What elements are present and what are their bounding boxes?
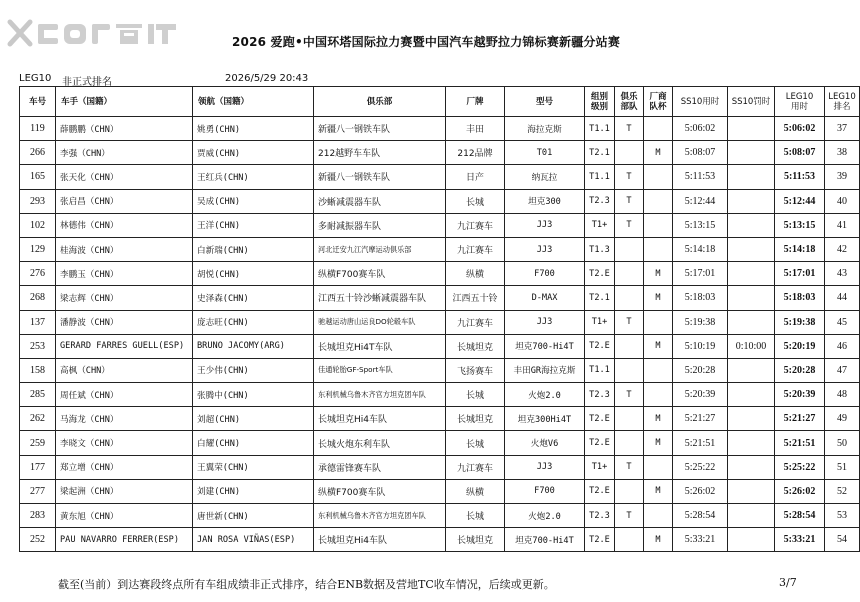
cell-club-team bbox=[615, 407, 644, 431]
col-header-leg-time: LEG10 用时 bbox=[775, 87, 825, 117]
cell-model: 坦克700-Hi4T bbox=[505, 334, 585, 358]
page-title: 2026 爱跑•中国环塔国际拉力赛暨中国汽车越野拉力锦标赛新疆分站赛 bbox=[231, 35, 621, 49]
cell-brand: 九江赛车 bbox=[446, 237, 505, 261]
cell-group: T2.1 bbox=[585, 141, 615, 165]
table-row bbox=[20, 383, 860, 407]
cell-leg-time: 5:21:27 bbox=[775, 407, 825, 431]
cell-codriver: 白新瑞(CHN) bbox=[193, 237, 314, 261]
cell-ss-penalty bbox=[728, 165, 775, 189]
cell-group: T1+ bbox=[585, 213, 615, 237]
col-header-ss-time: SS10用时 bbox=[673, 87, 728, 117]
cell-club-team bbox=[615, 431, 644, 455]
cell-codriver: BRUNO JACOMY(ARG) bbox=[193, 334, 314, 358]
cell-driver: 潘静波（CHN） bbox=[56, 310, 193, 334]
cell-driver: 林德伟（CHN） bbox=[56, 213, 193, 237]
cell-club: 多耐减振器车队 bbox=[314, 213, 446, 237]
cell-club-team bbox=[615, 141, 644, 165]
table-row bbox=[20, 504, 860, 528]
cell-club: 东利机械乌鲁木齐官方坦克团车队 bbox=[314, 504, 446, 528]
cell-codriver: 刘建(CHN) bbox=[193, 479, 314, 503]
cell-brand: 纵横 bbox=[446, 262, 505, 286]
cell-ss-penalty bbox=[728, 383, 775, 407]
cell-brand: 日产 bbox=[446, 165, 505, 189]
cell-car-no: 102 bbox=[20, 213, 56, 237]
cell-brand: 长城坦克 bbox=[446, 407, 505, 431]
cell-car-no: 268 bbox=[20, 286, 56, 310]
cell-codriver: 史泽森(CHN) bbox=[193, 286, 314, 310]
cell-leg-rank: 48 bbox=[825, 383, 860, 407]
cell-brand: 长城 bbox=[446, 504, 505, 528]
cell-brand: 纵横 bbox=[446, 479, 505, 503]
col-header-group: 组别 级别 bbox=[585, 87, 615, 117]
cell-factory-team bbox=[644, 165, 673, 189]
cell-leg-rank: 37 bbox=[825, 117, 860, 141]
table-row bbox=[20, 358, 860, 382]
table-row bbox=[20, 286, 860, 310]
cell-ss-time: 5:21:51 bbox=[673, 431, 728, 455]
cell-car-no: 119 bbox=[20, 117, 56, 141]
cell-car-no: 262 bbox=[20, 407, 56, 431]
cell-factory-team bbox=[644, 189, 673, 213]
cell-factory-team bbox=[644, 383, 673, 407]
cell-ss-time: 5:20:39 bbox=[673, 383, 728, 407]
cell-brand: 长城 bbox=[446, 431, 505, 455]
cell-club: 河北迁安九江汽摩运动俱乐部 bbox=[314, 237, 446, 261]
table-row bbox=[20, 310, 860, 334]
cell-leg-rank: 40 bbox=[825, 189, 860, 213]
cell-ss-time: 5:10:19 bbox=[673, 334, 728, 358]
cell-leg-time: 5:17:01 bbox=[775, 262, 825, 286]
cell-codriver: 贾威(CHN) bbox=[193, 141, 314, 165]
cell-club-team: T bbox=[615, 117, 644, 141]
col-header-model: 型号 bbox=[505, 87, 585, 117]
cell-club: 长城坦克Hi4T车队 bbox=[314, 334, 446, 358]
cell-codriver: 白耀(CHN) bbox=[193, 431, 314, 455]
cell-ss-time: 5:20:28 bbox=[673, 358, 728, 382]
cell-club-team bbox=[615, 528, 644, 552]
cell-ss-time: 5:18:03 bbox=[673, 286, 728, 310]
cell-ss-penalty bbox=[728, 358, 775, 382]
cell-codriver: 刘超(CHN) bbox=[193, 407, 314, 431]
cell-factory-team: M bbox=[644, 141, 673, 165]
col-header-factory-team: 厂商 队杯 bbox=[644, 87, 673, 117]
col-header-car-no: 车号 bbox=[20, 87, 56, 117]
cell-model: 纳瓦拉 bbox=[505, 165, 585, 189]
cell-car-no: 137 bbox=[20, 310, 56, 334]
cell-leg-time: 5:12:44 bbox=[775, 189, 825, 213]
cell-model: JJ3 bbox=[505, 455, 585, 479]
cell-car-no: 259 bbox=[20, 431, 56, 455]
cell-ss-penalty bbox=[728, 455, 775, 479]
cell-club: 纵横F700赛车队 bbox=[314, 479, 446, 503]
cell-ss-time: 5:13:15 bbox=[673, 213, 728, 237]
cell-factory-team bbox=[644, 455, 673, 479]
cell-model: T01 bbox=[505, 141, 585, 165]
cell-codriver: 王洋(CHN) bbox=[193, 213, 314, 237]
cell-ss-penalty bbox=[728, 286, 775, 310]
cell-model: 火炮2.0 bbox=[505, 504, 585, 528]
cell-model: JJ3 bbox=[505, 213, 585, 237]
cell-car-no: 177 bbox=[20, 455, 56, 479]
table-row bbox=[20, 528, 860, 552]
cell-model: 火炮V6 bbox=[505, 431, 585, 455]
table-row bbox=[20, 141, 860, 165]
cell-club-team: T bbox=[615, 189, 644, 213]
cell-ss-time: 5:25:22 bbox=[673, 455, 728, 479]
cell-club: 212越野车车队 bbox=[314, 141, 446, 165]
cell-club: 长城坦克Hi4车队 bbox=[314, 528, 446, 552]
cell-model: 坦克300Hi4T bbox=[505, 407, 585, 431]
cell-car-no: 158 bbox=[20, 358, 56, 382]
cell-ss-penalty bbox=[728, 528, 775, 552]
cell-factory-team: M bbox=[644, 262, 673, 286]
cell-ss-time: 5:33:21 bbox=[673, 528, 728, 552]
cell-factory-team bbox=[644, 504, 673, 528]
table-row bbox=[20, 237, 860, 261]
table-row bbox=[20, 479, 860, 503]
cell-ss-penalty bbox=[728, 141, 775, 165]
col-header-driver: 车手（国籍） bbox=[56, 87, 193, 117]
cell-leg-time: 5:20:39 bbox=[775, 383, 825, 407]
col-header-brand: 厂牌 bbox=[446, 87, 505, 117]
cell-model: 丰田GR海拉克斯 bbox=[505, 358, 585, 382]
cell-club: 佳通轮胎GF-Sport车队 bbox=[314, 358, 446, 382]
cell-group: T2.E bbox=[585, 407, 615, 431]
cell-leg-rank: 49 bbox=[825, 407, 860, 431]
table-row bbox=[20, 262, 860, 286]
table-row bbox=[20, 455, 860, 479]
cell-brand: 长城坦克 bbox=[446, 528, 505, 552]
cell-factory-team: M bbox=[644, 431, 673, 455]
cell-ss-time: 5:11:53 bbox=[673, 165, 728, 189]
cell-codriver: 吴成(CHN) bbox=[193, 189, 314, 213]
cell-leg-rank: 46 bbox=[825, 334, 860, 358]
cell-group: T1+ bbox=[585, 455, 615, 479]
cell-club: 东利机械乌鲁木齐官方坦克团车队 bbox=[314, 383, 446, 407]
cell-ss-time: 5:12:44 bbox=[673, 189, 728, 213]
page-number: 3/7 bbox=[779, 576, 797, 589]
table-row bbox=[20, 213, 860, 237]
cell-group: T2.3 bbox=[585, 504, 615, 528]
cell-driver: 李鹏玉（CHN） bbox=[56, 262, 193, 286]
col-header-ss-penalty: SS10罚时 bbox=[728, 87, 775, 117]
cell-club: 新疆八一钢铁车队 bbox=[314, 165, 446, 189]
cell-ss-time: 5:17:01 bbox=[673, 262, 728, 286]
cell-driver: 李晓文（CHN） bbox=[56, 431, 193, 455]
table-header-row bbox=[20, 87, 860, 117]
cell-club: 江西五十铃沙蜥减震器车队 bbox=[314, 286, 446, 310]
cell-ss-time: 5:06:02 bbox=[673, 117, 728, 141]
cell-club-team: T bbox=[615, 455, 644, 479]
cell-club: 纵横F700赛车队 bbox=[314, 262, 446, 286]
cell-ss-time: 5:08:07 bbox=[673, 141, 728, 165]
cell-leg-time: 5:13:15 bbox=[775, 213, 825, 237]
cell-club-team bbox=[615, 262, 644, 286]
cell-driver: 张启昌（CHN） bbox=[56, 189, 193, 213]
cell-club-team: T bbox=[615, 504, 644, 528]
cell-brand: 九江赛车 bbox=[446, 213, 505, 237]
cell-factory-team bbox=[644, 117, 673, 141]
cell-factory-team: M bbox=[644, 407, 673, 431]
cell-club: 长城坦克Hi4车队 bbox=[314, 407, 446, 431]
cell-club-team bbox=[615, 334, 644, 358]
cell-club: 驰越运动唐山运良DO轮毂车队 bbox=[314, 310, 446, 334]
cell-brand: 长城 bbox=[446, 383, 505, 407]
table-row bbox=[20, 407, 860, 431]
cell-factory-team bbox=[644, 310, 673, 334]
cell-driver: PAU NAVARRO FERRER(ESP) bbox=[56, 528, 193, 552]
cell-codriver: 王红兵(CHN) bbox=[193, 165, 314, 189]
cell-leg-time: 5:20:19 bbox=[775, 334, 825, 358]
cell-factory-team: M bbox=[644, 286, 673, 310]
cell-factory-team bbox=[644, 358, 673, 382]
cell-leg-time: 5:18:03 bbox=[775, 286, 825, 310]
cell-leg-rank: 45 bbox=[825, 310, 860, 334]
cell-group: T2.3 bbox=[585, 189, 615, 213]
cell-car-no: 129 bbox=[20, 237, 56, 261]
cell-model: 坦克700-Hi4T bbox=[505, 528, 585, 552]
cell-group: T1.3 bbox=[585, 237, 615, 261]
table-row bbox=[20, 189, 860, 213]
col-header-codriver: 领航（国籍） bbox=[193, 87, 314, 117]
cell-model: F700 bbox=[505, 262, 585, 286]
cell-club-team: T bbox=[615, 383, 644, 407]
cell-leg-time: 5:21:51 bbox=[775, 431, 825, 455]
cell-leg-rank: 41 bbox=[825, 213, 860, 237]
cell-model: 火炮2.0 bbox=[505, 383, 585, 407]
cell-leg-rank: 53 bbox=[825, 504, 860, 528]
col-header-club: 俱乐部 bbox=[314, 87, 446, 117]
cell-brand: 长城 bbox=[446, 189, 505, 213]
cell-driver: 马海龙（CHN） bbox=[56, 407, 193, 431]
cell-model: 坦克300 bbox=[505, 189, 585, 213]
cell-leg-rank: 43 bbox=[825, 262, 860, 286]
cell-leg-rank: 52 bbox=[825, 479, 860, 503]
cell-brand: 飞扬赛车 bbox=[446, 358, 505, 382]
cell-ss-time: 5:19:38 bbox=[673, 310, 728, 334]
cell-codriver: 胡悦(CHN) bbox=[193, 262, 314, 286]
cell-group: T2.3 bbox=[585, 383, 615, 407]
cell-ss-penalty bbox=[728, 189, 775, 213]
cell-leg-rank: 47 bbox=[825, 358, 860, 382]
cell-club: 承德雷锋赛车队 bbox=[314, 455, 446, 479]
cell-driver: 梁起洲（CHN） bbox=[56, 479, 193, 503]
cell-club-team: T bbox=[615, 310, 644, 334]
cell-car-no: 277 bbox=[20, 479, 56, 503]
cell-club-team bbox=[615, 286, 644, 310]
cell-group: T2.E bbox=[585, 262, 615, 286]
cell-club-team bbox=[615, 358, 644, 382]
cell-ss-penalty bbox=[728, 407, 775, 431]
col-header-leg-rank: LEG10 排名 bbox=[825, 87, 860, 117]
cell-leg-rank: 39 bbox=[825, 165, 860, 189]
cell-leg-rank: 42 bbox=[825, 237, 860, 261]
cell-factory-team bbox=[644, 237, 673, 261]
cell-brand: 九江赛车 bbox=[446, 455, 505, 479]
cell-car-no: 266 bbox=[20, 141, 56, 165]
cell-club-team bbox=[615, 479, 644, 503]
cell-ss-penalty bbox=[728, 262, 775, 286]
cell-ss-time: 5:14:18 bbox=[673, 237, 728, 261]
cell-driver: 郑立增（CHN） bbox=[56, 455, 193, 479]
cell-leg-rank: 54 bbox=[825, 528, 860, 552]
leg-label: LEG10 bbox=[19, 73, 52, 84]
cell-club: 新疆八一钢铁车队 bbox=[314, 117, 446, 141]
cell-club: 沙蜥减震器车队 bbox=[314, 189, 446, 213]
cell-leg-rank: 51 bbox=[825, 455, 860, 479]
cell-driver: 桂海波（CHN） bbox=[56, 237, 193, 261]
cell-club-team: T bbox=[615, 213, 644, 237]
cell-leg-time: 5:19:38 bbox=[775, 310, 825, 334]
cell-driver: 薛鹏鹏（CHN） bbox=[56, 117, 193, 141]
cell-codriver: 唐世新(CHN) bbox=[193, 504, 314, 528]
cell-leg-time: 5:33:21 bbox=[775, 528, 825, 552]
cell-group: T2.E bbox=[585, 431, 615, 455]
cell-brand: 九江赛车 bbox=[446, 310, 505, 334]
cell-model: 海拉克斯 bbox=[505, 117, 585, 141]
cell-car-no: 293 bbox=[20, 189, 56, 213]
footer-note: 截至(当前）到达赛段终点所有车组成绩非正式排序，结合ENB数据及营地TC收车情况，后续或更新。 bbox=[58, 578, 555, 591]
cell-leg-time: 5:25:22 bbox=[775, 455, 825, 479]
cell-ss-time: 5:28:54 bbox=[673, 504, 728, 528]
cell-car-no: 276 bbox=[20, 262, 56, 286]
cell-driver: 张天化（CHN） bbox=[56, 165, 193, 189]
cell-model: JJ3 bbox=[505, 310, 585, 334]
cell-group: T2.1 bbox=[585, 286, 615, 310]
cell-brand: 丰田 bbox=[446, 117, 505, 141]
cell-leg-time: 5:08:07 bbox=[775, 141, 825, 165]
cell-factory-team: M bbox=[644, 479, 673, 503]
table-row bbox=[20, 334, 860, 358]
cell-leg-rank: 44 bbox=[825, 286, 860, 310]
cell-driver: GERARD FARRES GUELL(ESP) bbox=[56, 334, 193, 358]
cell-group: T2.E bbox=[585, 334, 615, 358]
cell-leg-rank: 50 bbox=[825, 431, 860, 455]
cell-codriver: JAN ROSA VIÑAS(ESP) bbox=[193, 528, 314, 552]
cell-group: T1+ bbox=[585, 310, 615, 334]
cell-club: 长城火炮东利车队 bbox=[314, 431, 446, 455]
results-table bbox=[19, 86, 860, 552]
cell-leg-rank: 38 bbox=[825, 141, 860, 165]
cell-driver: 李强（CHN） bbox=[56, 141, 193, 165]
cell-codriver: 王翼荣(CHN) bbox=[193, 455, 314, 479]
cell-brand: 长城坦克 bbox=[446, 334, 505, 358]
cell-club-team: T bbox=[615, 165, 644, 189]
cell-ss-penalty bbox=[728, 504, 775, 528]
cell-driver: 周任斌（CHN） bbox=[56, 383, 193, 407]
cell-codriver: 王少伟(CHN) bbox=[193, 358, 314, 382]
cell-leg-time: 5:14:18 bbox=[775, 237, 825, 261]
cell-group: T1.1 bbox=[585, 358, 615, 382]
cell-group: T2.E bbox=[585, 528, 615, 552]
cell-ss-time: 5:26:02 bbox=[673, 479, 728, 503]
cell-ss-penalty bbox=[728, 310, 775, 334]
table-row bbox=[20, 117, 860, 141]
cell-factory-team bbox=[644, 213, 673, 237]
col-header-club-team: 俱乐 部队 bbox=[615, 87, 644, 117]
ranking-kind-label: 非正式排名 bbox=[62, 77, 112, 88]
cell-ss-penalty bbox=[728, 479, 775, 503]
cell-codriver: 姚勇(CHN) bbox=[193, 117, 314, 141]
cell-leg-time: 5:11:53 bbox=[775, 165, 825, 189]
cell-driver: 梁志辉（CHN） bbox=[56, 286, 193, 310]
cell-car-no: 283 bbox=[20, 504, 56, 528]
cell-driver: 高枫（CHN） bbox=[56, 358, 193, 382]
cell-ss-time: 5:21:27 bbox=[673, 407, 728, 431]
cell-ss-penalty bbox=[728, 237, 775, 261]
cell-ss-penalty bbox=[728, 213, 775, 237]
cell-leg-time: 5:28:54 bbox=[775, 504, 825, 528]
table-row bbox=[20, 165, 860, 189]
cell-codriver: 庞志旺(CHN) bbox=[193, 310, 314, 334]
cell-group: T1.1 bbox=[585, 117, 615, 141]
cell-ss-penalty bbox=[728, 117, 775, 141]
cell-factory-team: M bbox=[644, 528, 673, 552]
table-row bbox=[20, 431, 860, 455]
cell-model: D-MAX bbox=[505, 286, 585, 310]
cell-car-no: 165 bbox=[20, 165, 56, 189]
cell-car-no: 253 bbox=[20, 334, 56, 358]
cell-group: T2.E bbox=[585, 479, 615, 503]
cell-leg-time: 5:20:28 bbox=[775, 358, 825, 382]
cell-club-team bbox=[615, 237, 644, 261]
cell-car-no: 285 bbox=[20, 383, 56, 407]
cell-factory-team: M bbox=[644, 334, 673, 358]
report-datetime: 2026/5/29 20:43 bbox=[225, 73, 309, 84]
cell-ss-penalty: 0:10:00 bbox=[728, 334, 775, 358]
cell-car-no: 252 bbox=[20, 528, 56, 552]
cell-model: F700 bbox=[505, 479, 585, 503]
cell-leg-time: 5:06:02 bbox=[775, 117, 825, 141]
cell-codriver: 张腾中(CHN) bbox=[193, 383, 314, 407]
cell-brand: 212品牌 bbox=[446, 141, 505, 165]
cell-leg-time: 5:26:02 bbox=[775, 479, 825, 503]
cell-ss-penalty bbox=[728, 431, 775, 455]
cell-brand: 江西五十铃 bbox=[446, 286, 505, 310]
cell-group: T1.1 bbox=[585, 165, 615, 189]
cell-driver: 黄东旭（CHN） bbox=[56, 504, 193, 528]
cell-model: JJ3 bbox=[505, 237, 585, 261]
